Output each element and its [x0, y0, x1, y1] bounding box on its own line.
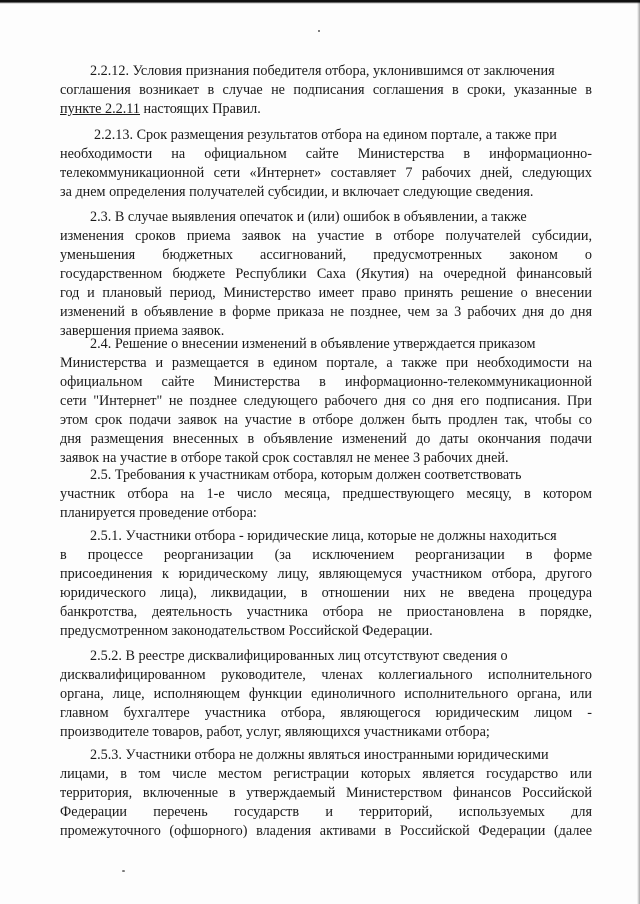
- paragraph-2-3: [60, 208, 592, 341]
- text-line: лицами, в том числе местом регистрации которых является государство или: [60, 766, 592, 782]
- text-line: официальном сайте Министерства в информационно-телекоммуникационной: [60, 374, 592, 390]
- text-line: изменения сроков приема заявок на участие в отборе получателей субсидии,: [60, 228, 592, 244]
- text-line: органа, лице, исполняющем функции единоличного исполнительного органа, или: [60, 686, 592, 702]
- text-line: юридического лица), ликвидации, в отношении них не введена процедура: [60, 585, 592, 601]
- text-line: 2.5.2. В реестре дисквалифицированных лиц отсутствуют сведения о: [90, 648, 508, 664]
- text-line: Федерации перечень государств и территорий, используемых для: [60, 804, 592, 820]
- text-line-underlined: пункте 2.2.11: [60, 101, 140, 117]
- text-line: 2.3. В случае выявления опечаток и (или) ошибок в объявлении, а также: [90, 209, 527, 225]
- paragraph-2-2-13: [60, 126, 592, 202]
- text-line: дня размещения внесенных в объявление изменений до даты окончания подачи: [60, 431, 592, 447]
- text-line: этом срок подачи заявок на участие в отборе должен быть продлен так, чтобы со: [60, 412, 592, 428]
- text-line: сети "Интернет" не позднее следующего рабочего дня со дня его подписания. При: [60, 393, 592, 409]
- text-line: производителе товаров, работ, услуг, являющихся участниками отбора;: [60, 724, 490, 740]
- text-line: участник отбора на 1-е число месяца, предшествующего месяцу, в котором: [60, 486, 592, 502]
- text-line: необходимости на официальном сайте Министерства в информационно-: [60, 146, 592, 162]
- scan-top-edge: [0, 0, 640, 4]
- text-line: присоединения к юридическому лицу, являющемуся участником отбора, другого: [60, 566, 592, 582]
- text-line: заявок на участие в отборе такой срок составлял не менее 3 рабочих дней.: [60, 450, 509, 466]
- text-line: за днем определения получателей субсидии, и включает следующие сведения.: [60, 184, 534, 200]
- text-line: предусмотренном законодательством Российской Федерации.: [60, 623, 433, 639]
- paragraph-2-5-2: [60, 647, 592, 742]
- text-line: банкротства, деятельность участника отбора не приостановлена в порядке,: [60, 604, 592, 620]
- text-line: главном бухгалтере участника отбора, являющегося юридическим лицом -: [60, 705, 592, 721]
- text-line: завершения приема заявок.: [60, 323, 225, 339]
- paragraph-2-4: [60, 335, 592, 468]
- text-line: 2.5.3. Участники отбора не должны являться иностранными юридическими: [90, 747, 549, 763]
- text-line: дисквалифицированном руководителе, членах коллегиального исполнительного: [60, 667, 592, 683]
- text-line: изменений в объявление в форме приказа не позднее, чем за 3 рабочих дня до дня: [60, 304, 592, 320]
- paragraph-2-2-12: [60, 62, 592, 119]
- text-line: территория, включенные в утверждаемый Министерством финансов Российской: [60, 785, 592, 801]
- text-line: государственном бюджете Республики Саха (Якутия) на очередной финансовый: [60, 266, 592, 282]
- text-line: пункте 2.2.11 настоящих Правил.: [60, 101, 261, 117]
- text-line: промежуточного (офшорного) владения активами в Российской Федерации (далее: [60, 823, 592, 839]
- text-line: телекоммуникационной сети «Интернет» составляет 7 рабочих дней, следующих: [60, 165, 592, 181]
- text-line: 2.2.12. Условия признания победителя отбора, уклонившимся от заключения: [90, 63, 555, 79]
- paragraph-2-5-1: [60, 527, 592, 641]
- text-line: соглашения возникает в случае не подписания соглашения в сроки, указанные в: [60, 82, 592, 98]
- text-line: в процессе реорганизации (за исключением реорганизации в форме: [60, 547, 592, 563]
- text-line: год и плановый период, Министерство имеет право принять решение о внесении: [60, 285, 592, 301]
- text-line: планируется проведение отбора:: [60, 505, 257, 521]
- text-line: 2.4. Решение о внесении изменений в объявление утверждается приказом: [90, 336, 536, 352]
- text-line: 2.2.13. Срок размещения результатов отбора на едином портале, а также при: [94, 127, 557, 143]
- text-line: Министерства и размещается в едином портале, а также при необходимости на: [60, 355, 592, 371]
- text-line: 2.5. Требования к участникам отбора, которым должен соответствовать: [90, 467, 522, 483]
- text-line: уменьшения бюджетных ассигнований, предусмотренных законом о: [60, 247, 592, 263]
- text-line: 2.5.1. Участники отбора - юридические лица, которые не должны находиться: [90, 528, 557, 544]
- scan-speck: [318, 30, 320, 32]
- scan-speck: [122, 870, 125, 872]
- paragraph-2-5-3: [60, 746, 592, 841]
- paragraph-2-5: [60, 466, 592, 523]
